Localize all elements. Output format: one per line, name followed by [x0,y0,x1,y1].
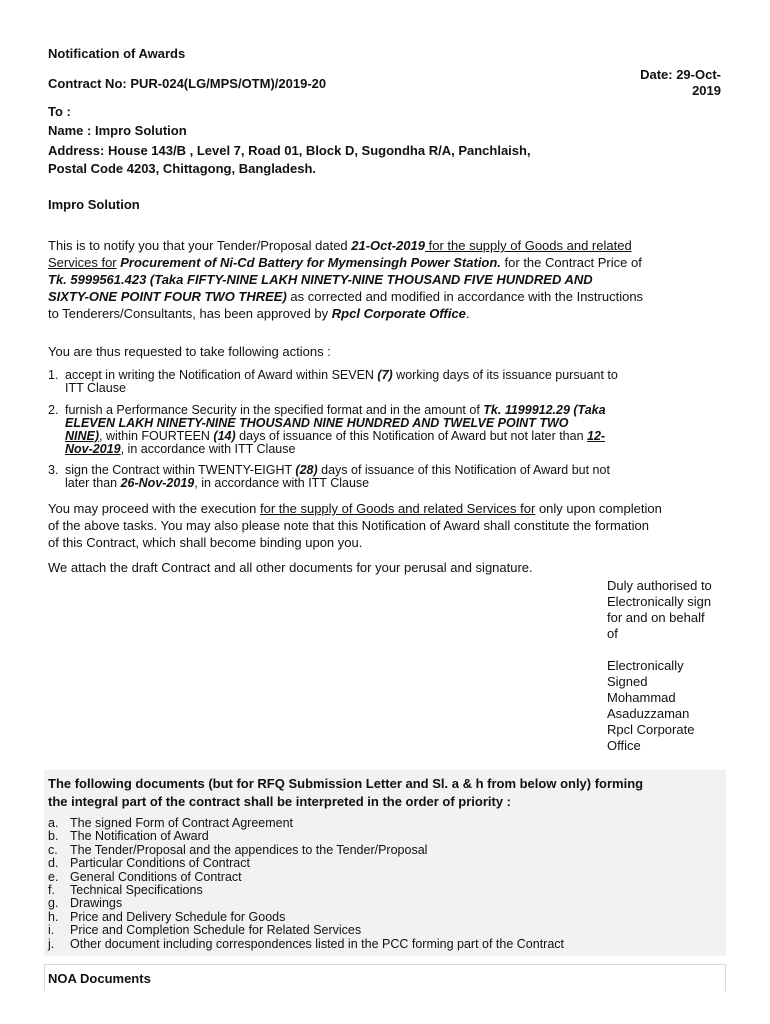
contract-price: Tk. 5999561.423 (Taka FIFTY-NINE LAKH NINETY-NINE THOUSAND FIVE HUNDRED AND [48,272,593,287]
list-item: i. Price and Completion Schedule for Related Services [48,923,362,938]
list-item: h. Price and Delivery Schedule for Goods [48,909,286,924]
recipient-address-line-2: Postal Code 4203, Chittagong, Bangladesh. [48,161,316,176]
recipient-name: Name : Impro Solution [48,123,187,138]
recipient-company: Impro Solution [48,197,140,212]
list-item: 3. sign the Contract within TWENTY-EIGHT (28) days of issuance of this Notification of Award but not later than 26-Nov-2019, in accordance with ITT Clause [48,463,610,490]
award-paragraph: This is to notify you that your Tender/Proposal dated 21-Oct-2019 for the supply of Goods and related Services for Procurement of Ni-Cd Battery for Mymensingh Power Station. for the Contract Price of Tk. 5999561.423 (Taka FIFTY-NINE LAKH NINETY-NINE THOUSAND FIVE HUNDRED AND SIXTY-ONE POINT FOUR TWO THREE) as corrected and modified in accordance with the Instructions to Tenderers/Consultants, has been approved by Rpcl Corporate Office. [48,237,728,322]
list-item: e. General Conditions of Contract [48,869,242,884]
recipient-address-line-1: Address: House 143/B , Level 7, Road 01, Block D, Sugondha R/A, Panchlaish, [48,143,531,158]
notice-date [600,67,721,99]
noa-documents-title: NOA Documents [48,971,151,986]
documents-list [48,817,718,951]
list-item: a. The signed Form of Contract Agreement [48,816,294,830]
list-item: 1. accept in writing the Notification of Award within SEVEN (7) working days of its issuance pursuant to ITT Clause [48,368,618,395]
list-item: f. Technical Specifications [48,883,203,898]
signature-block: Duly authorised to Electronically sign for and on behalf of Electronically Signed Mohammad Asaduzzaman Rpcl Corporate Office [607,578,727,754]
page-title: Notification of Awards [48,46,186,61]
actions-intro: You are thus requested to take following actions : [48,344,331,359]
list-item: j. Other document including correspondences listed in the PCC forming part of the Contract [48,936,565,951]
date-line-1: Date: 29-Oct- [640,67,721,82]
list-item: d. Particular Conditions of Contract [48,856,250,871]
list-item: c. The Tender/Proposal and the appendices to the Tender/Proposal [48,842,428,857]
contract-number: Contract No: PUR-024(LG/MPS/OTM)/2019-20 [48,76,327,91]
attachment-note: We attach the draft Contract and all other documents for your perusal and signature. [48,560,533,575]
date-line-2: 2019 [692,83,721,98]
list-item: 2. furnish a Performance Security in the specified format and in the amount of Tk. 1199912.29 (Taka ELEVEN LAKH NINETY-NINE THOUSAND NINE HUNDRED AND TWELVE POINT TWO NINE), within FOURTEEN (14) days of issuance of this Notification of Award but not later than 12- Nov-2019, in accordance with ITT Clause [48,403,606,456]
signatory-name: Mohammad [607,690,676,705]
list-item: b. The Notification of Award [48,829,209,844]
list-item: g. Drawings [48,896,123,911]
documents-heading: The following documents (but for RFQ Submission Letter and Sl. a & h from below only) forming the integral part of the contract shall be interpreted in the order of priority : [48,776,644,809]
proceed-paragraph: You may proceed with the execution for the supply of Goods and related Services for only upon completion of the above tasks. You may also please note that this Notification of Award shall constitute the formation of this Contract, which shall become binding upon you. [48,501,662,550]
to-label: To : [48,104,71,119]
tender-subject: Procurement of Ni-Cd Battery for Mymensingh Power Station. [120,255,501,270]
